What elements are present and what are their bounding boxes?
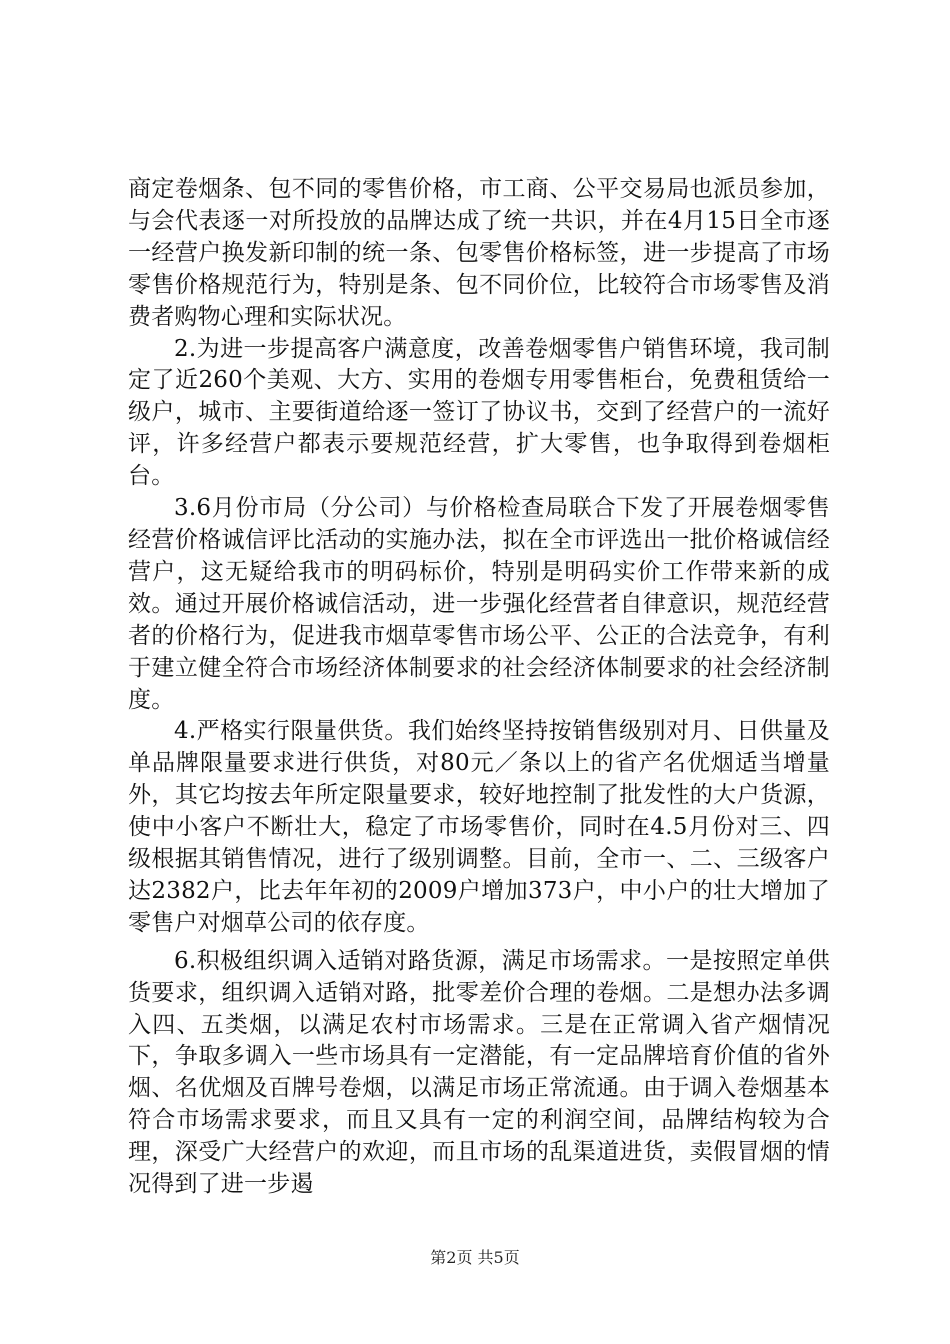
- paragraph-item-6: 6.积极组织调入适销对路货源，满足市场需求。一是按照定单供货要求，组织调入适销对路，批零差价合理的卷烟。二是想办法多调入四、五类烟，以满足农村市场需求。三是在正常调入省产烟情况下，争取多调入一些市场具有一定潜能，有一定品牌培育价值的省外烟、名优烟及百牌号卷烟，以满足市场正常流通。由于调入卷烟基本符合市场需求要求，而且又具有一定的利润空间，品牌结构较为合理，深受广大经营户的欢迎，而且市场的乱渠道进货，卖假冒烟的情况得到了进一步遏: [128, 947, 830, 1198]
- paragraph-item-4: 4.严格实行限量供货。我们始终坚持按销售级别对月、日供量及单品牌限量要求进行供货，对80元／条以上的省产名优烟适当增量外，其它均按去年所定限量要求，较好地控制了批发性的大户货源，使中小客户不断壮大，稳定了市场零售价，同时在4.5月份对三、四级根据其销售情况，进行了级别调整。目前，全市一、二、三级客户达2382户，比去年年初的2009户增加373户，中小户的壮大增加了零售户对烟草公司的依存度。: [128, 718, 830, 936]
- document-body: [128, 174, 830, 1201]
- page-number-footer: 第2页 共5页: [430, 1248, 520, 1267]
- paragraph-continuation: 商定卷烟条、包不同的零售价格，市工商、公平交易局也派员参加，与会代表逐一对所投放的品牌达成了统一共识，并在4月15日全市逐一经营户换发新印制的统一条、包零售价格标签，进一步提高了市场零售价格规范行为，特别是条、包不同价位，比较符合市场零售及消费者购物心理和实际状况。: [128, 176, 830, 330]
- paragraph-item-3: 3.6月份市局（分公司）与价格检查局联合下发了开展卷烟零售经营价格诚信评比活动的实施办法，拟在全市评选出一批价格诚信经营户，这无疑给我市的明码标价，特别是明码实价工作带来新的成效。通过开展价格诚信活动，进一步强化经营者自律意识，规范经营者的价格行为，促进我市烟草零售市场公平、公正的合法竞争，有利于建立健全符合市场经济体制要求的社会经济体制要求的社会经济制度。: [128, 495, 830, 713]
- paragraph-item-2: 2.为进一步提高客户满意度，改善卷烟零售户销售环境，我司制定了近260个美观、大方、实用的卷烟专用零售柜台，免费租赁给一级户，城市、主要街道给逐一签订了协议书，交到了经营户的一流好评，许多经营户都表示要规范经营，扩大零售，也争取得到卷烟柜台。: [128, 335, 830, 490]
